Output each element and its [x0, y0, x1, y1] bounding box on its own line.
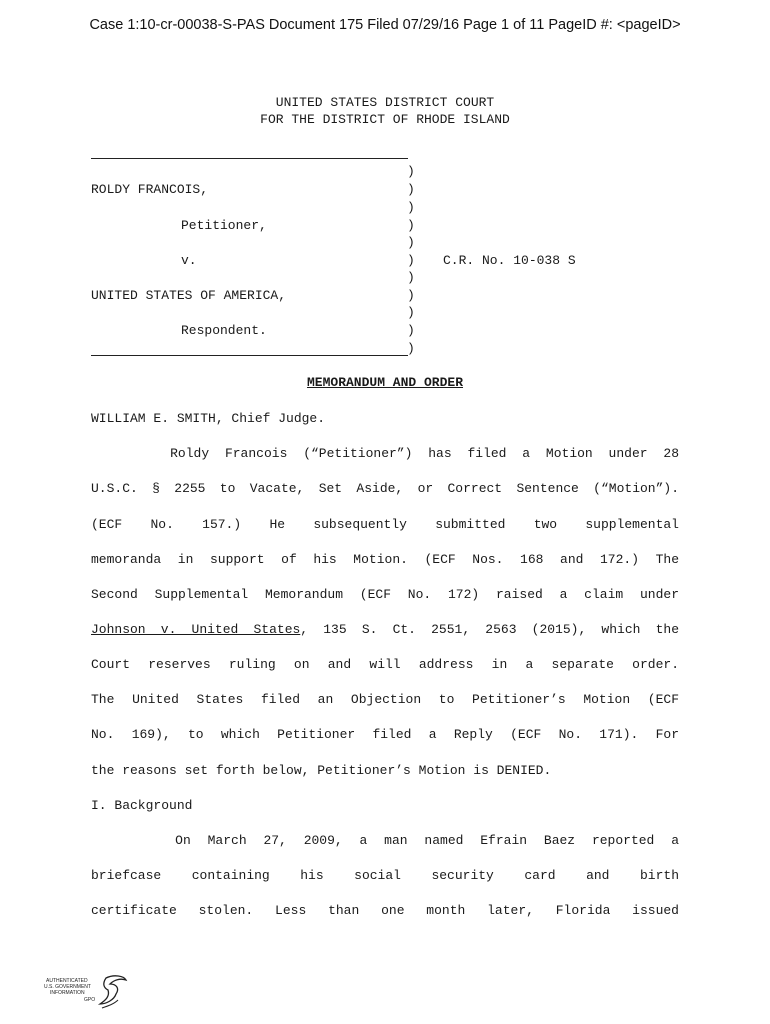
document-title-text: MEMORANDUM AND ORDER: [306, 375, 464, 390]
section-heading: I. Background: [91, 798, 193, 813]
paragraph-line: No. 169), to which Petitioner filed a Reply (ECF No. 171). For: [91, 727, 679, 742]
caption-paren: ): [407, 253, 415, 268]
line-text: Roldy Francois (“Petitioner”) has filed a Motion under 28: [91, 446, 679, 461]
case-number: C.R. No. 10-038 S: [443, 253, 576, 268]
line-text: On March 27, 2009, a man named Efrain Baez reported a: [91, 833, 679, 848]
court-district: FOR THE DISTRICT OF RHODE ISLAND: [260, 112, 510, 127]
caption-bottom-rule: [91, 355, 408, 356]
court-name: UNITED STATES DISTRICT COURT: [275, 95, 495, 110]
paragraph-line: (ECF No. 157.) He subsequently submitted two supplemental: [91, 517, 679, 532]
gpo-eagle-icon: [100, 976, 126, 1008]
respondent-name: UNITED STATES OF AMERICA,: [91, 288, 287, 303]
paragraph-line: [91, 622, 679, 637]
case-citation: Johnson v. United States: [91, 622, 301, 637]
gpo-logo-line: AUTHENTICATED: [46, 978, 88, 984]
caption-paren: ): [407, 200, 415, 215]
caption-paren: ): [407, 288, 415, 303]
caption-paren: ): [407, 270, 415, 285]
line-text: , 135 S. Ct. 2551, 2563 (2015), which the: [300, 622, 679, 637]
paragraph-line: Court reserves ruling on and will address in a separate order.: [91, 657, 679, 672]
caption-paren: ): [407, 164, 415, 179]
respondent-role: Respondent.: [181, 323, 267, 338]
paragraph-line: [91, 446, 679, 461]
caption-top-rule: [91, 158, 408, 159]
document-title: [0, 375, 770, 390]
petitioner-name: ROLDY FRANCOIS,: [91, 182, 209, 197]
paragraph-line: memoranda in support of his Motion. (ECF Nos. 168 and 172.) The: [91, 552, 679, 567]
paragraph-line: certificate stolen. Less than one month later, Florida issued: [91, 903, 679, 918]
caption-paren: ): [407, 305, 415, 320]
document-header: Case 1:10-cr-00038-S-PAS Document 175 Filed 07/29/16 Page 1 of 11 PageID #: <pageID>: [89, 17, 681, 33]
paragraph-line: [91, 833, 679, 848]
paragraph-line: briefcase containing his social security card and birth: [91, 868, 679, 883]
gpo-authentication-logo: [44, 974, 134, 1018]
paragraph-line: Second Supplemental Memorandum (ECF No. 172) raised a claim under: [91, 587, 679, 602]
versus: v.: [181, 253, 197, 268]
petitioner-role: Petitioner,: [181, 218, 267, 233]
caption-paren: ): [407, 323, 415, 338]
caption-paren: ): [407, 235, 415, 250]
gpo-logo-line: INFORMATION: [50, 990, 85, 996]
paragraph-line: U.S.C. § 2255 to Vacate, Set Aside, or Correct Sentence (“Motion”).: [91, 481, 679, 496]
paragraph-line: The United States filed an Objection to Petitioner’s Motion (ECF: [91, 692, 679, 707]
gpo-logo-line: GPO: [84, 997, 96, 1003]
judge-line: WILLIAM E. SMITH, Chief Judge.: [91, 411, 326, 426]
gpo-logo-line: U.S. GOVERNMENT: [44, 984, 91, 990]
paragraph-line: the reasons set forth below, Petitioner’s Motion is DENIED.: [91, 763, 552, 778]
caption-paren: ): [407, 341, 415, 356]
caption-paren: ): [407, 218, 415, 233]
caption-paren: ): [407, 182, 415, 197]
